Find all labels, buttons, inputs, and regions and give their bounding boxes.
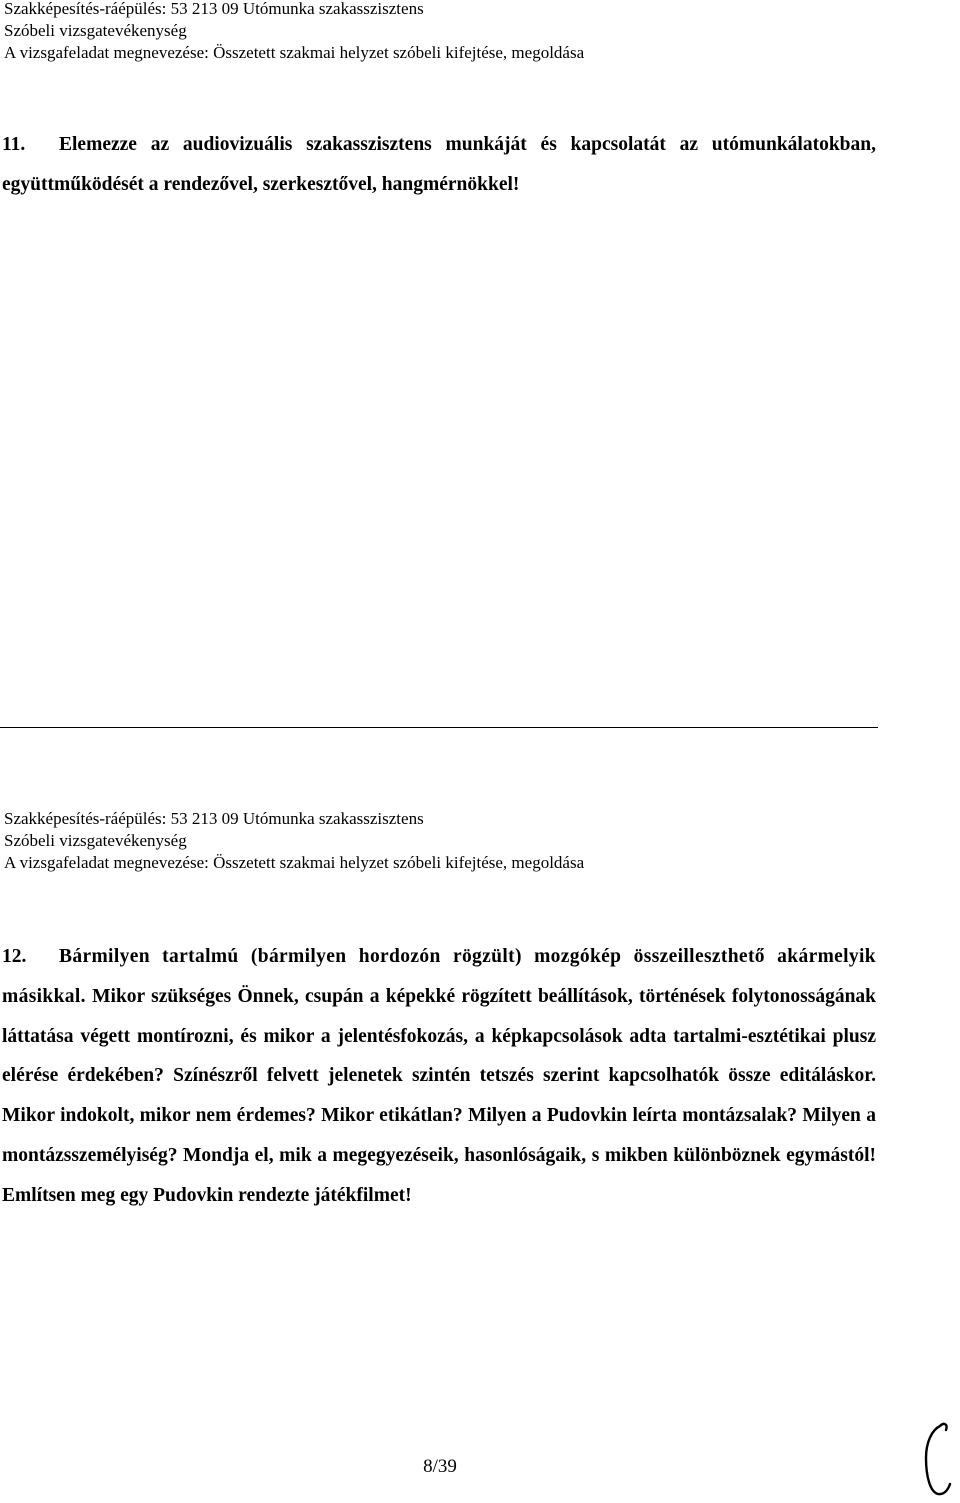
page-number: 8/39 — [423, 1456, 457, 1477]
question-text-part1: Bármilyen tartalmú (bármilyen hordozón rögzült) mozgókép összeilleszthető akármelyik másikkal. — [2, 946, 876, 1007]
question-text: Elemezze az audiovizuális szakasszisztens munkáját és kapcsolatát az utómunkálatokban, együttműködését a rendezővel, szerkesztővel, hangmérnökkel! — [2, 134, 876, 195]
header-task-name: A vizsgafeladat megnevezése: Összetett szakmai helyzet szóbeli kifejtése, megoldása — [4, 43, 585, 62]
header-qualification: Szakképesítés-ráépülés: 53 213 09 Utómunka szakasszisztens — [4, 0, 424, 18]
header-task-name: A vizsgafeladat megnevezése: Összetett szakmai helyzet szóbeli kifejtése, megoldása — [4, 853, 585, 872]
header-exam-type: Szóbeli vizsgatevékenység — [4, 831, 187, 850]
page-divider — [0, 727, 878, 728]
page-header-top — [4, 0, 904, 64]
signature-icon — [918, 1418, 958, 1500]
header-qualification: Szakképesítés-ráépülés: 53 213 09 Utómunka szakasszisztens — [4, 809, 424, 828]
header-exam-type: Szóbeli vizsgatevékenység — [4, 21, 187, 40]
question-number: 12. — [2, 946, 27, 967]
question-12 — [2, 937, 876, 1216]
question-text-part2: Mikor szükséges Önnek, csupán a képekké rögzített beállítások, történések folytonosságának láttatása végett montírozni, és mikor a jelentésfokozás, a képkapcsolások adta tartalmi-esztétikai plusz elérése érdekében? Színészről felvett jelenetek szintén tetszés szerint kapcsolhatók össze editáláskor. Mikor indokolt, mikor nem érdemes? Mikor etikátlan? Milyen a Pudovkin leírta montázsalak? Milyen a montázsszemélyiség? Mondja el, mik a megegyezéseik, hasonlóságaik, s mikben különböznek egymástól! Említsen meg egy Pudovkin rendezte játékfilmet! — [2, 985, 877, 1206]
page-header-bottom — [4, 808, 904, 874]
question-11 — [2, 125, 876, 205]
question-number: 11. — [2, 134, 26, 155]
